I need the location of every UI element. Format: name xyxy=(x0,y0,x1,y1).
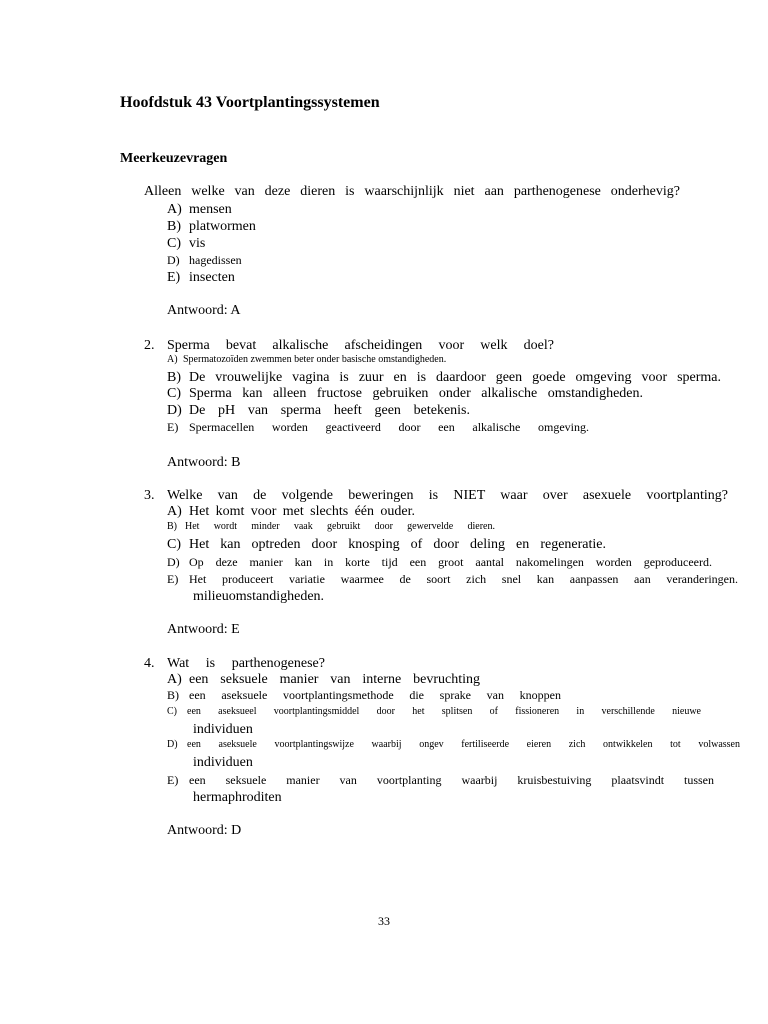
option-label: D) xyxy=(167,555,180,569)
option-label: E) xyxy=(167,773,179,787)
option-label: C) xyxy=(167,386,181,401)
question-3-answer: Antwoord: E xyxy=(167,622,240,637)
question-2-option-b xyxy=(167,370,721,386)
question-text: Alleen welke van deze dieren is waarschijnlijk niet aan parthenogenese onderhevig? xyxy=(144,184,680,199)
option-label: E) xyxy=(167,420,179,434)
question-2-option-e xyxy=(167,420,589,435)
option-label: C) xyxy=(167,706,177,717)
question-4 xyxy=(144,656,325,672)
option-text: Het wordt minder vaak gebruikt door gewervelde dieren. xyxy=(185,521,495,532)
question-1-option-d xyxy=(167,253,242,268)
question-1-option-c xyxy=(167,236,205,252)
question-3-option-e xyxy=(167,572,738,587)
question-text: Sperma bevat alkalische afscheidingen voor welk doel? xyxy=(167,338,554,353)
option-text: een aseksuele voortplantingsmethode die sprake van knoppen xyxy=(189,688,561,702)
question-1-answer: Antwoord: A xyxy=(167,303,241,318)
option-text: Het produceert variatie waarmee de soort zich snel kan aanpassen aan veranderingen. xyxy=(189,572,738,586)
option-text: Het kan optreden door knosping of door deling en regeneratie. xyxy=(189,537,606,552)
question-1 xyxy=(144,184,680,200)
question-1-option-a xyxy=(167,202,232,218)
section-title: Meerkeuzevragen xyxy=(120,151,228,166)
option-text: vis xyxy=(189,236,206,251)
option-text: platwormen xyxy=(189,219,256,234)
option-text: hagedissen xyxy=(189,253,242,267)
option-label: B) xyxy=(167,521,177,532)
option-label: D) xyxy=(167,403,182,418)
option-text: een aseksueel voortplantingsmiddel door het splitsen of fissioneren in verschillende nieuwe xyxy=(187,706,701,717)
question-4-option-d-continuation: individuen xyxy=(193,755,253,770)
question-2-answer: Antwoord: B xyxy=(167,455,241,470)
question-4-option-d xyxy=(167,739,740,750)
question-2-option-a xyxy=(167,354,446,365)
question-text: Welke van de volgende beweringen is NIET waar over asexuele voortplanting? xyxy=(167,488,728,503)
option-label: A) xyxy=(167,202,182,217)
option-label: D) xyxy=(167,253,180,267)
chapter-title: Hoofdstuk 43 Voortplantingssystemen xyxy=(120,94,380,111)
option-text: De pH van sperma heeft geen betekenis. xyxy=(189,403,470,418)
question-4-option-e-continuation: hermaphroditen xyxy=(193,790,282,805)
option-label: A) xyxy=(167,672,182,687)
question-4-option-c xyxy=(167,706,701,717)
option-label: B) xyxy=(167,688,179,702)
option-label: D) xyxy=(167,739,178,750)
option-text: een aseksuele voortplantingswijze waarbij ongev fertiliseerde eieren zich ontwikkelen tot volwassen xyxy=(187,739,740,750)
question-3-option-d xyxy=(167,555,712,570)
option-label: C) xyxy=(167,537,181,552)
option-text: Het komt voor met slechts één ouder. xyxy=(189,504,415,519)
option-text: een seksuele manier van interne bevruchting xyxy=(189,672,480,687)
question-4-option-c-continuation: individuen xyxy=(193,722,253,737)
question-3-option-b xyxy=(167,521,495,532)
option-label: C) xyxy=(167,236,181,251)
page-number: 33 xyxy=(378,914,390,928)
option-text: Spermacellen worden geactiveerd door een alkalische omgeving. xyxy=(189,420,589,434)
question-3 xyxy=(144,488,728,504)
option-label: A) xyxy=(167,504,182,519)
option-label: A) xyxy=(167,354,178,365)
option-label: E) xyxy=(167,572,179,586)
option-text: een seksuele manier van voortplanting waarbij kruisbestuiving plaatsvindt tussen xyxy=(189,773,714,787)
question-3-option-a xyxy=(167,504,415,520)
question-4-option-e xyxy=(167,773,714,788)
question-4-answer: Antwoord: D xyxy=(167,823,242,838)
question-1-option-b xyxy=(167,219,256,235)
question-number: 2. xyxy=(144,338,155,353)
question-2-option-d xyxy=(167,403,470,419)
option-text: Spermatozoïden zwemmen beter onder basische omstandigheden. xyxy=(183,354,447,365)
question-4-option-b xyxy=(167,688,561,703)
option-text: insecten xyxy=(189,270,235,285)
question-3-option-c xyxy=(167,537,606,553)
option-label: E) xyxy=(167,270,181,285)
question-4-option-a xyxy=(167,672,480,688)
question-3-option-e-continuation: milieuomstandigheden. xyxy=(193,589,325,604)
question-number: 3. xyxy=(144,488,155,503)
question-2 xyxy=(144,338,554,354)
option-text: De vrouwelijke vagina is zuur en is daardoor geen goede omgeving voor sperma. xyxy=(189,370,721,385)
option-label: B) xyxy=(167,370,181,385)
option-text: mensen xyxy=(189,202,232,217)
option-text: Sperma kan alleen fructose gebruiken onder alkalische omstandigheden. xyxy=(189,386,643,401)
question-1-option-e xyxy=(167,270,235,286)
option-text: Op deze manier kan in korte tijd een groot aantal nakomelingen worden geproduceerd. xyxy=(189,555,712,569)
question-2-option-c xyxy=(167,386,643,402)
option-label: B) xyxy=(167,219,181,234)
question-number: 4. xyxy=(144,656,155,671)
question-text: Wat is parthenogenese? xyxy=(167,656,325,671)
